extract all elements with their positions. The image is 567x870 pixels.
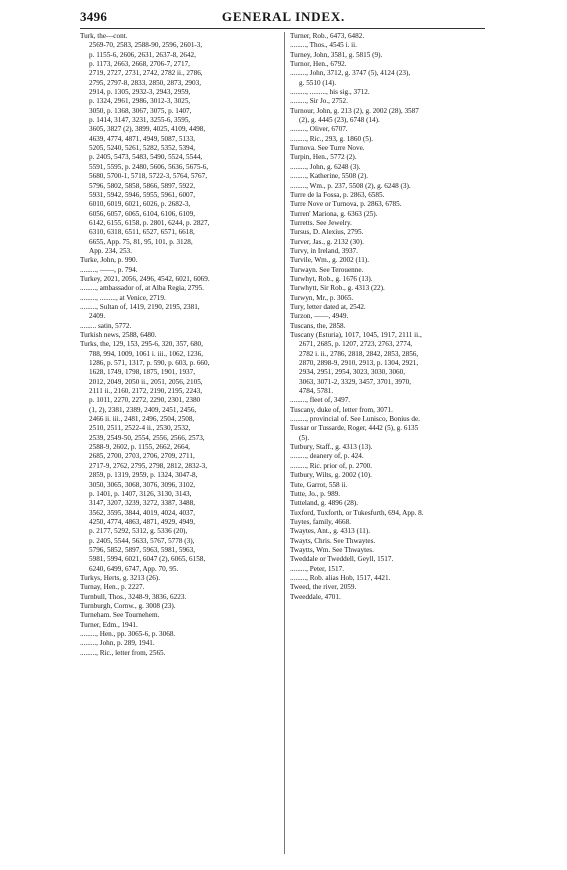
index-entry-line: ........., Rob. alias Hob, 1517, 4421. xyxy=(290,573,391,582)
index-entry-line: Tutbury, Staff., g. 4313 (13). xyxy=(290,443,373,452)
index-entry xyxy=(290,256,490,265)
index-entry-line: Turver, Jas., g. 2132 (30). xyxy=(290,237,364,246)
index-entry-line: Turwhyt, Rob., g. 1676 (13). xyxy=(290,274,373,283)
index-entry xyxy=(80,340,280,574)
index-entry-line: (1, 2), 2381, 2389, 2409, 2451, 2456, xyxy=(89,405,197,414)
index-entry xyxy=(290,303,490,312)
index-entry-line: Tutbury, Wilts, g. 2002 (10). xyxy=(290,471,372,480)
index-entry-line: Turkey, 2021, 2056, 2496, 4542, 6021, 6069. xyxy=(80,274,210,283)
index-entry-line: Turre de la Fossa, p. 2863, 6585. xyxy=(290,190,385,199)
index-entry-line: App. 234, 253. xyxy=(89,246,132,255)
left-index-column xyxy=(80,32,280,658)
index-entry xyxy=(290,490,490,499)
index-entry-line: Turney, John, 3581, g. 5815 (9). xyxy=(290,50,383,59)
index-entry-line: p. 1414, 3147, 3231, 3255-6, 3595, xyxy=(89,116,191,125)
index-entry-line: p. 1324, 2961, 2986, 3012-3, 3025, xyxy=(89,97,191,106)
index-entry-line: Tuxford, Tuxforth, or Tukesfurth, 694, App. 8. xyxy=(290,508,424,517)
index-entry xyxy=(290,182,490,191)
index-entry xyxy=(290,228,490,237)
index-entry xyxy=(290,406,490,415)
index-entry-line: Turren' Mariona, g. 6363 (25). xyxy=(290,209,378,218)
index-entry-line: Turpin, Hen., 5772 (2). xyxy=(290,153,357,162)
index-entry xyxy=(290,41,490,50)
index-entry xyxy=(290,144,490,153)
index-entry-line: 2569-70, 2583, 2588-90, 2596, 2601-3, xyxy=(89,41,203,50)
index-entry-line: 2685, 2700, 2703, 2706, 2709, 2711, xyxy=(89,452,195,461)
index-entry-line: 4639, 4774, 4871, 4949, 5087, 5133, xyxy=(89,134,196,143)
index-entry-line: p. 2405, 5473, 5483, 5490, 5524, 5544, xyxy=(89,153,203,162)
header-rule xyxy=(80,28,485,29)
index-entry-line: Tury, letter dated at, 2542. xyxy=(290,302,366,311)
index-entry-line: 2934, 2951, 2954, 3023, 3030, 3060, xyxy=(299,368,406,377)
index-entry-line: ........., Ric. prior of, p. 2700. xyxy=(290,461,373,470)
index-entry-line: 2671, 2685, p. 1207, 2723, 2763, 2774, xyxy=(299,340,413,349)
index-entry-line: Twaytes, Ant., g. 4313 (11). xyxy=(290,527,371,536)
index-entry xyxy=(80,639,280,648)
index-entry-line: Turzon, ——, 4949. xyxy=(290,312,349,321)
page-title: GENERAL INDEX. xyxy=(221,9,346,24)
index-entry-line: ........., ........., at Venice, 2719. xyxy=(80,293,166,302)
index-entry-line: 3063, 3071-2, 3329, 3457, 3701, 3970, xyxy=(299,377,412,386)
index-entry-line: 3050, p. 1368, 3067, 3075, p. 1407, xyxy=(89,106,192,115)
index-entry-line: 5981, 5994, 6021, 6047 (2), 6065, 6158, xyxy=(89,555,206,564)
index-entry-line: Turner, Edm., 1941. xyxy=(80,620,138,629)
index-entry-line: 1286, p. 571, 1317, p. 590, p. 603, p. 660, xyxy=(89,359,210,368)
index-entry-line: 3050, 3065, 3068, 3076, 3096, 3102, xyxy=(89,480,196,489)
index-entry-line: 5931, 5942, 5946, 5955, 5961, 6007, xyxy=(89,190,196,199)
index-entry-line: 2717-9, 2762, 2795, 2798, 2812, 2832-3, xyxy=(89,461,207,470)
index-entry xyxy=(80,574,280,583)
index-entry xyxy=(290,51,490,60)
index-entry xyxy=(290,322,490,331)
index-entry-line: 5796, 5852, 5897, 5963, 5981, 5963, xyxy=(89,545,196,554)
index-entry-line: Turwyn, Mr., p. 3065. xyxy=(290,293,354,302)
index-entry xyxy=(290,125,490,134)
index-entry-line: ........., Peter, 1517. xyxy=(290,564,345,573)
index-entry-line: Turk, the—cont. xyxy=(80,32,128,40)
index-entry-line: 3147, 3207, 3239, 3272, 3387, 3488, xyxy=(89,499,196,508)
index-entry-line: 788, 994, 1009, 1061 i. iii., 1062, 1236, xyxy=(89,349,204,358)
index-entry-line: ........., fleet of, 3497. xyxy=(290,396,351,405)
index-entry xyxy=(290,415,490,424)
index-entry xyxy=(290,275,490,284)
index-entry xyxy=(290,462,490,471)
index-entry-line: Tutte, Jo., p. 989. xyxy=(290,489,341,498)
index-entry-line: Turnour, John, g. 213 (2), g. 2002 (28), 3587 xyxy=(290,106,419,115)
index-entry-line: Tweeddale, 4701. xyxy=(290,592,341,601)
index-entry xyxy=(290,247,490,256)
index-entry-line: 2409. xyxy=(89,312,106,321)
index-entry-line: 2870, 2898-9, 2910, 2913, p. 1304, 2921, xyxy=(299,359,419,368)
index-entry-line: ........., John, g. 6248 (3). xyxy=(290,162,361,171)
index-entry-line: Tweed, the river, 2059. xyxy=(290,583,357,592)
index-entry xyxy=(290,284,490,293)
index-entry-line: 6010, 6019, 6021, 6026, p. 2682-3, xyxy=(89,200,191,209)
index-entry-line: 2539, 2549-50, 2554, 2556, 2566, 2573, xyxy=(89,433,205,442)
index-entry xyxy=(80,294,280,303)
index-entry-line: 5796, 5802, 5858, 5866, 5897, 5922, xyxy=(89,181,196,190)
index-entry xyxy=(290,172,490,181)
index-entry-line: (5). xyxy=(299,433,310,442)
index-entry xyxy=(290,163,490,172)
index-entry xyxy=(290,32,490,41)
index-entry-line: 6056, 6057, 6065, 6104, 6106, 6109, xyxy=(89,209,196,218)
index-entry-line: Turkish news, 2588, 6480. xyxy=(80,331,157,339)
index-entry-line: Tute, Garrot, 558 ii. xyxy=(290,480,348,489)
index-entry-line: Turneham. See Tournehem. xyxy=(80,611,160,620)
index-entry-line: 2782 i. ii., 2786, 2818, 2842, 2853, 2856, xyxy=(299,349,419,358)
index-entry xyxy=(290,97,490,106)
index-entry xyxy=(290,135,490,144)
index-entry-line: Turke, John, p. 990. xyxy=(80,256,138,265)
index-entry xyxy=(80,284,280,293)
index-entry xyxy=(80,611,280,620)
index-entry xyxy=(290,238,490,247)
column-divider xyxy=(284,32,285,854)
index-entry xyxy=(290,69,490,88)
index-entry-line: ........., Sir Jo., 2752. xyxy=(290,97,348,106)
index-entry-line: p. 1401, p. 1407, 3126, 3130, 3143, xyxy=(89,489,192,498)
index-entry-line: Turvy, in Ireland, 3937. xyxy=(290,246,358,255)
index-entry-line: Turnburgh, Cornw., g. 3008 (23). xyxy=(80,601,176,610)
index-entry xyxy=(80,331,280,340)
index-entry-line: ........., John, p. 289, 1941. xyxy=(80,639,155,648)
index-entry xyxy=(290,452,490,461)
index-entry xyxy=(290,471,490,480)
index-entry-line: 2510, 2511, 2522-4 ii., 2530, 2532, xyxy=(89,424,191,433)
index-entry xyxy=(80,256,280,265)
index-entry-line: (2), g. 4445 (23), 6748 (14). xyxy=(299,116,380,125)
index-entry-line: Tuscany, duke of, letter from, 3071. xyxy=(290,405,393,414)
index-entry xyxy=(290,565,490,574)
index-entry xyxy=(80,322,280,331)
index-entry xyxy=(80,266,280,275)
index-entry-line: ........., Oliver, 6707. xyxy=(290,125,348,134)
index-entry-line: ........., provincial of. See Lunisco, Bonius de. xyxy=(290,415,420,424)
index-entry-line: p. 1011, 2270, 2272, 2290, 2301, 2380 xyxy=(89,396,201,405)
index-entry xyxy=(290,593,490,602)
index-entry xyxy=(290,546,490,555)
index-entry-line: Turwhytt, Sir Rob., g. 4313 (22). xyxy=(290,284,385,293)
index-entry-line: ........., ——, p. 794. xyxy=(80,265,138,274)
index-entry xyxy=(290,331,490,396)
index-entry-line: 3562, 3595, 3844, 4019, 4024, 4037, xyxy=(89,508,196,517)
index-entry xyxy=(80,32,280,256)
index-entry xyxy=(290,499,490,508)
index-entry-line: 6142, 6155, 6158, p. 2801, 6244, p. 2827, xyxy=(89,218,210,227)
index-entry-line: 2012, 2049, 2050 ii., 2051, 2056, 2105, xyxy=(89,377,203,386)
index-entry-line: ........., Wm., p. 237, 5508 (2), g. 6248 (3). xyxy=(290,181,411,190)
index-entry xyxy=(290,583,490,592)
index-entry xyxy=(80,275,280,284)
index-entry-line: 6310, 6318, 6511, 6527, 6571, 6618, xyxy=(89,228,195,237)
index-entry-line: 2111 ii., 2160, 2172, 2190, 2195, 2243, xyxy=(89,387,203,396)
index-entry-line: Turnbull, Thos., 3248-9, 3836, 6223. xyxy=(80,592,187,601)
index-entry xyxy=(290,60,490,69)
index-entry-line: Tutteland, g. 4896 (28). xyxy=(290,499,359,508)
index-entry-line: ........., John, 3712, g. 3747 (5), 4124 (23), xyxy=(290,69,411,78)
index-entry-line: ........., Katherine, 5508 (2). xyxy=(290,172,369,181)
index-entry-line: Turks, the, 129, 153, 295-6, 320, 357, 680, xyxy=(80,340,203,349)
index-entry-line: Tuscany (Esturia), 1017, 1045, 1917, 2111 ii., xyxy=(290,331,422,339)
index-entry xyxy=(290,574,490,583)
index-entry-line: 4784, 5781. xyxy=(299,387,334,396)
index-entry-line: Tweddale or Tweddell, Geyll, 1517. xyxy=(290,555,394,564)
index-entry-line: Turkys, Herts, g. 3213 (26). xyxy=(80,573,160,582)
index-entry xyxy=(290,266,490,275)
index-entry-line: 2795, 2797-8, 2833, 2850, 2873, 2903, xyxy=(89,78,202,87)
index-entry-line: ........., Sultan of, 1419, 2190, 2195, 2381, xyxy=(80,302,200,311)
index-entry-line: p. 2405, 5544, 5633, 5767, 5778 (3), xyxy=(89,536,195,545)
index-entry-line: 4250, 4774, 4863, 4871, 4929, 4949, xyxy=(89,517,196,526)
index-entry xyxy=(80,649,280,658)
index-entry-line: Turvile, Wm., g. 2002 (11). xyxy=(290,256,369,265)
index-entry xyxy=(80,621,280,630)
index-entry-line: 5591, 5595, p. 2480, 5606, 5636, 5675-6, xyxy=(89,162,209,171)
index-entry-line: Turner, Rob., 6473, 6482. xyxy=(290,32,365,40)
index-entry-line: Tussar or Tussarde, Roger, 4442 (5), g. 6135 xyxy=(290,424,419,433)
index-entry-line: ........., Ric., 293, g. 1860 (5). xyxy=(290,134,374,143)
index-entry-line: Turretts. See Jewelry. xyxy=(290,218,352,227)
index-entry-line: ........., Hen., pp. 3065-6, p. 3068. xyxy=(80,630,176,638)
index-entry-line: p. 1155-6, 2606, 2631, 2637-8, 2642, xyxy=(89,50,196,59)
index-entry-line: ........., deanery of, p. 424. xyxy=(290,452,364,461)
index-entry xyxy=(80,630,280,639)
index-entry-line: g. 5510 (14). xyxy=(299,78,337,87)
index-entry-line: Turwayn. See Terouenne. xyxy=(290,265,364,274)
index-entry-line: ........., Ric., letter from, 2565. xyxy=(80,648,166,657)
index-entry-line: Turre Nove or Turnova, p. 2863, 6785. xyxy=(290,200,402,209)
index-entry xyxy=(290,396,490,405)
index-entry xyxy=(290,312,490,321)
index-entry xyxy=(290,509,490,518)
index-entry-line: Tursus, D. Alexius, 2795. xyxy=(290,228,364,237)
index-entry-line: Turnay, Hen., p. 2227. xyxy=(80,583,145,592)
index-entry xyxy=(80,583,280,592)
index-entry xyxy=(80,602,280,611)
index-entry-line: 2588-9, 2602, p. 1155, 2662, 2664, xyxy=(89,443,190,452)
index-entry xyxy=(80,593,280,602)
index-entry xyxy=(290,555,490,564)
index-entry-line: 2914, p. 1305, 2932-3, 2943, 2959, xyxy=(89,88,191,97)
index-entry-line: 1628, 1749, 1798, 1875, 1901, 1937, xyxy=(89,368,196,377)
index-entry xyxy=(290,191,490,200)
index-entry-line: p. 1173, 2663, 2668, 2706-7, 2717, xyxy=(89,60,190,69)
index-entry-line: p. 2177, 5292, 5312, g. 5336 (20), xyxy=(89,527,188,536)
index-entry xyxy=(290,518,490,527)
index-entry xyxy=(290,537,490,546)
index-entry xyxy=(290,210,490,219)
index-entry xyxy=(80,303,280,322)
index-entry-line: 2466 ii. iii., 2481, 2496, 2504, 2508, xyxy=(89,415,195,424)
index-entry xyxy=(290,153,490,162)
index-entry-line: ......... satin, 5772. xyxy=(80,321,132,330)
index-entry-line: 2719, 2727, 2731, 2742, 2782 ii., 2786, xyxy=(89,69,203,78)
index-entry-line: 5680, 5700-1, 5718, 5722-3, 5764, 5767, xyxy=(89,172,207,181)
index-entry xyxy=(290,294,490,303)
index-entry-line: 6655, App. 75, 81, 95, 101, p. 3128, xyxy=(89,237,193,246)
index-entry xyxy=(290,88,490,97)
index-entry-line: ........., ........., his sig., 3712. xyxy=(290,88,370,97)
index-entry xyxy=(290,443,490,452)
index-entry xyxy=(290,481,490,490)
index-entry-line: Twaytts, Wm. See Thwaytes. xyxy=(290,545,374,554)
index-entry xyxy=(290,527,490,536)
index-entry xyxy=(290,200,490,209)
index-entry-line: Tuytes, family, 4668. xyxy=(290,517,351,526)
index-entry-line: 2859, p. 1319, 2959, p. 1324, 3047-8, xyxy=(89,471,198,480)
right-index-column xyxy=(290,32,490,602)
index-entry-line: 3605, 3827 (2), 3899, 4025, 4109, 4498, xyxy=(89,125,206,134)
index-entry-line: 6240, 6499, 6747, App. 70, 95. xyxy=(89,564,179,573)
index-entry-line: Turnova. See Turre Nove. xyxy=(290,144,365,153)
index-entry-line: 5205, 5240, 5261, 5282, 5352, 5394, xyxy=(89,144,196,153)
index-entry-line: Turnor, Hen., 6792. xyxy=(290,60,347,69)
index-entry xyxy=(290,424,490,443)
index-entry xyxy=(290,107,490,126)
page-number: 3496 xyxy=(80,9,108,24)
index-entry-line: Tuscans, the, 2858. xyxy=(290,321,346,330)
index-entry-line: ........., Thos., 4545 i. ii. xyxy=(290,41,357,50)
index-entry-line: Twayts, Chris. See Thwaytes. xyxy=(290,536,376,545)
index-entry xyxy=(290,219,490,228)
index-entry-line: ........., ambassador of, at Alba Regia, 2795. xyxy=(80,284,204,293)
